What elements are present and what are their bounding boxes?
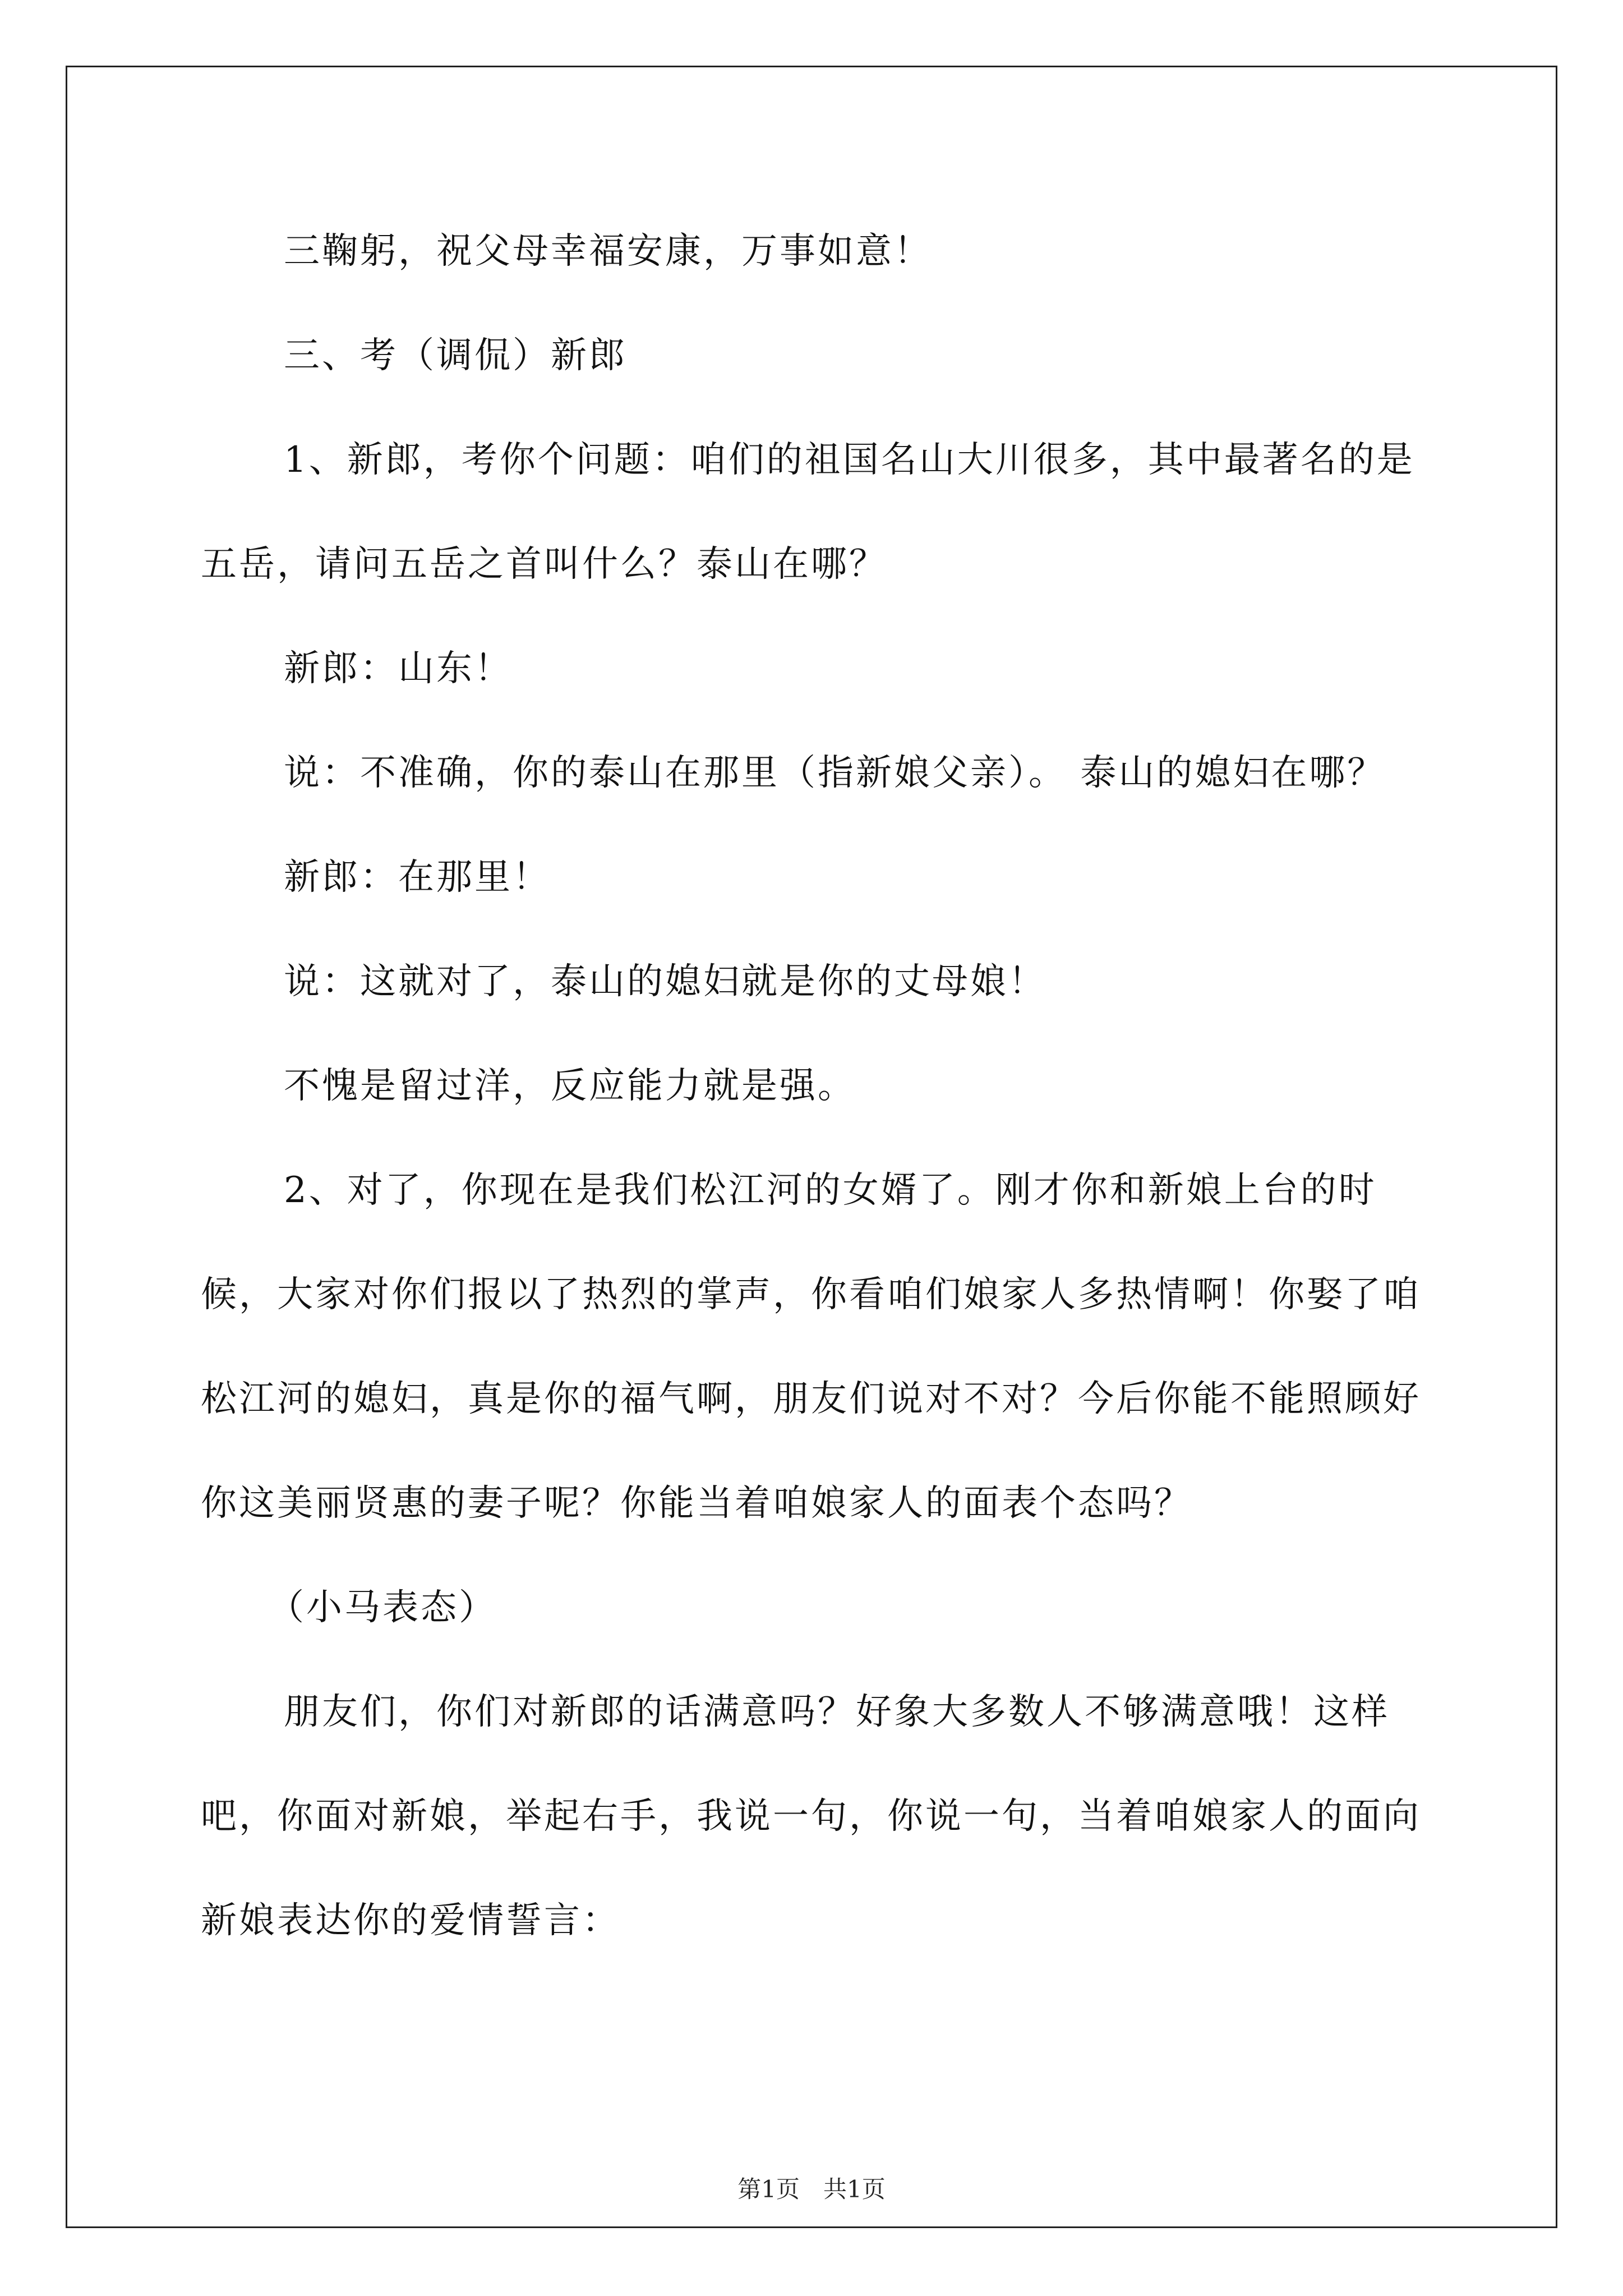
paragraph-6: 新郎：在那里！ bbox=[284, 857, 551, 898]
paragraph-3: 1、新郎，考你个问题：咱们的祖国名山大川很多，其中最著名的是五岳，请问五岳之首叫什么？泰山在哪？ bbox=[201, 439, 1415, 585]
paragraph-8: 不愧是留过洋，反应能力就是强。 bbox=[284, 1065, 856, 1107]
paragraph-4: 新郎：山东！ bbox=[284, 648, 513, 689]
paragraph-10: （小马表态） bbox=[268, 1587, 497, 1628]
paragraph-9: 2、对了，你现在是我们松江河的女婿了。刚才你和新娘上台的时候，大家对你们报以了热烈的掌声，你看咱们娘家人多热情啊！你娶了咱松江河的媳妇，真是你的福气啊，朋友们说对不对？今后你能不能照顾好你这美丽贤惠的妻子呢？你能当着咱娘家人的面表个态吗？ bbox=[201, 1170, 1421, 1524]
paragraph-1: 三鞠躬，祝父母幸福安康，万事如意！ bbox=[284, 231, 932, 272]
paragraph-11: 朋友们，你们对新郎的话满意吗？好象大多数人不够满意哦！这样吧，你面对新娘，举起右手，我说一句，你说一句，当着咱娘家人的面向新娘表达你的爱情誓言： bbox=[201, 1691, 1421, 1941]
paragraph-5: 说：不准确，你的泰山在那里（指新娘父亲）。 泰山的媳妇在哪？ bbox=[284, 752, 1386, 794]
paragraph-7: 说：这就对了，泰山的媳妇就是你的丈母娘！ bbox=[284, 961, 1046, 1002]
page-footer: 第1页 共1页 bbox=[737, 2175, 886, 2203]
paragraph-2: 三、考（调侃）新郎 bbox=[284, 335, 627, 376]
